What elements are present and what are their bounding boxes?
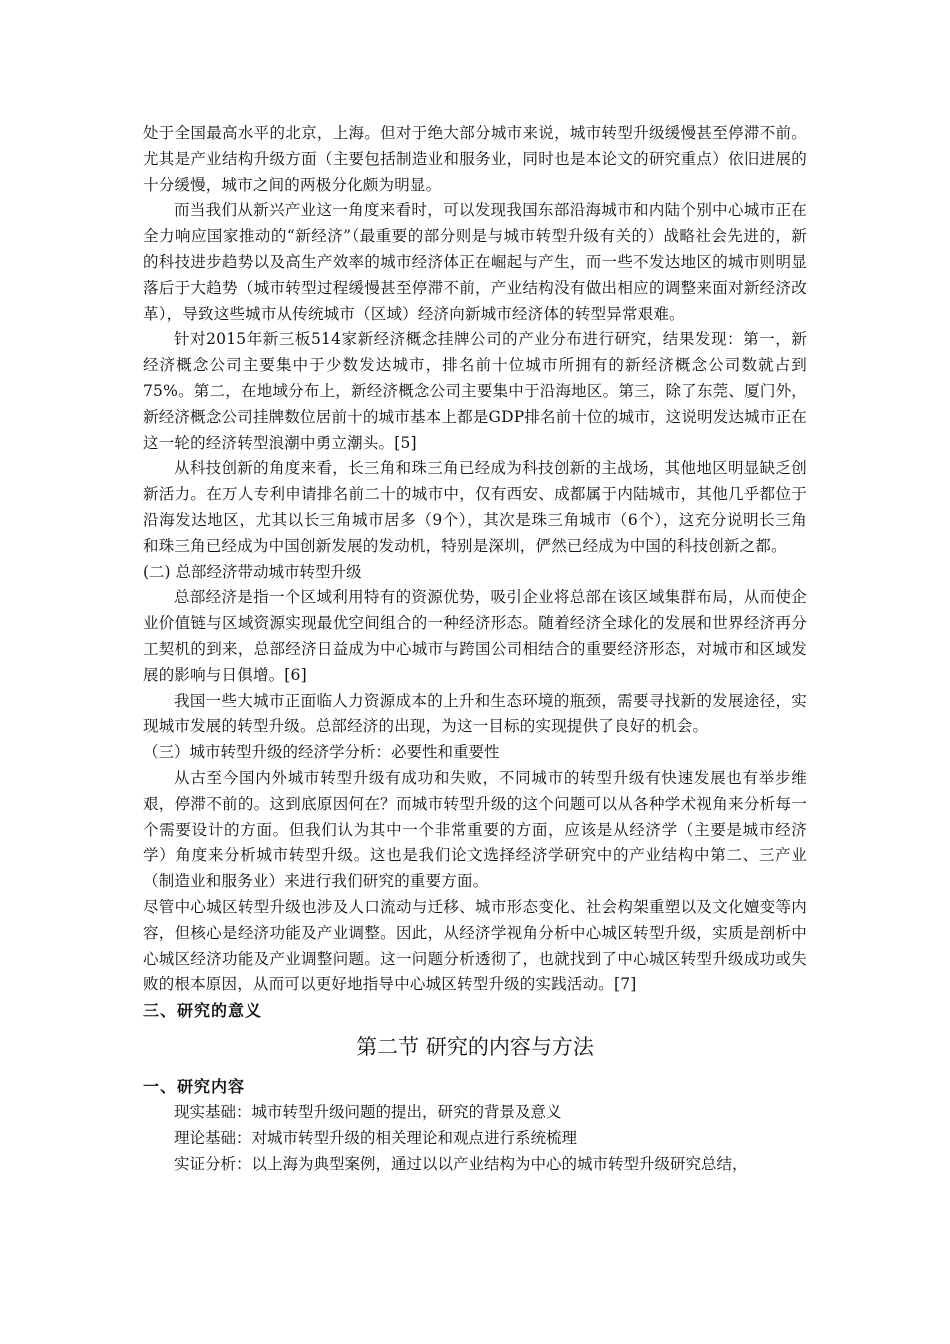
paragraph-central-district: 尽管中心城区转型升级也涉及人口流动与迁移、城市形态变化、社会构架重塑以及文化嬗变等内容，但核心是经济功能及产业调整。因此，从经济学视角分析中心城区转型升级，实质是剖析中心城区经济功能及产业调整问题。这一问题分析透彻了，也就找到了中心城区转型升级成功或失败的根本原因，从而可以更好地指导中心城区转型升级的实践活动。[7] — [143, 897, 807, 994]
paragraph-city-upgrade-status: 处于全国最高水平的北京，上海。但对于绝大部分城市来说，城市转型升级缓慢甚至停滞不前。尤其是产业结构升级方面（主要包括制造业和服务业，同时也是本论文的研究重点）依旧进展的十分缓慢，城市之间的两极分化颇为明显。 — [143, 124, 807, 194]
paragraph-new-third-board: 针对2015年新三板514家新经济概念挂牌公司的产业分布进行研究，结果发现：第一，新经济概念公司主要集中于少数发达城市，排名前十位城市所拥有的新经济概念公司数就占到75%。第二，在地域分布上，新经济概念公司主要集中于沿海地区。第三，除了东莞、厦门外，新经济概念公司挂牌数位居前十的城市基本上都是GDP排名前十位的城市，这说明发达城市正在这一轮的经济转型浪潮中勇立潮头。[5] — [143, 330, 807, 452]
heading-research-content: 一、研究内容 — [143, 1077, 246, 1097]
paragraph-big-cities: 我国一些大城市正面临人力资源成本的上升和生态环境的瓶颈，需要寻找新的发展途径，实现城市发展的转型升级。总部经济的出现，为这一目标的实现提供了良好的机会。 — [143, 691, 807, 736]
subheading-headquarters-economy: (二) 总部经济带动城市转型升级 — [143, 562, 362, 581]
paragraph-headquarters-definition: 总部经济是指一个区域利用特有的资源优势，吸引企业将总部在该区域集群布局，从而使企业价值链与区域资源实现最优空间组合的一种经济形态。随着经济全球化的发展和世界经济再分工契机的到来，总部经济日益成为中心城市与跨国公司相结合的重要经济形态，对城市和区域发展的影响与日俱增。[6] — [143, 588, 807, 684]
heading-research-significance: 三、研究的意义 — [143, 1001, 263, 1021]
list-item-theoretical-basis: 理论基础：对城市转型升级的相关理论和观点进行系统梳理 — [174, 1128, 578, 1147]
paragraph-tech-innovation: 从科技创新的角度来看，长三角和珠三角已经成为科技创新的主战场，其他地区明显缺乏创新活力。在万人专利申请排名前二十的城市中，仅有西安、成都属于内陆城市，其他几乎都位于沿海发达地区，尤其以长三角城市居多（9个），其次是珠三角城市（6个），这充分说明长三角和珠三角已经成为中国创新发展的发动机，特别是深圳，俨然已经成为中国的科技创新之都。 — [143, 459, 807, 555]
list-item-practical-basis: 现实基础：城市转型升级问题的提出，研究的背景及意义 — [174, 1103, 562, 1122]
paragraph-success-failure: 从古至今国内外城市转型升级有成功和失败，不同城市的转型升级有快速发展也有举步维艰，停滞不前的。这到底原因何在？而城市转型升级的这个问题可以从各种学术视角来分析每一个需要设计的方面。但我们认为其中一个非常重要的方面，应该是从经济学（主要是城市经济学）角度来分析城市转型升级。这也是我们论文选择经济学研究中的产业结构中第二、三产业（制造业和服务业）来进行我们研究的重要方面。 — [143, 768, 807, 891]
section-title: 第二节 研究的内容与方法 — [356, 1035, 594, 1060]
subheading-economic-analysis: （三）城市转型升级的经济学分析：必要性和重要性 — [143, 743, 500, 762]
paragraph-new-economy: 而当我们从新兴产业这一角度来看时，可以发现我国东部沿海城市和内陆个别中心城市正在全力响应国家推动的“新经济”（最重要的部分则是与城市转型升级有关的）战略社会先进的，新的科技进步趋势以及高生产效率的城市经济体正在崛起与产生，而一些不发达地区的城市则明显落后于大趋势（城市转型过程缓慢甚至停滞不前，产业结构没有做出相应的调整来面对新经济改革），导致这些城市从传统城市（区域）经济向新城市经济体的转型异常艰难。 — [143, 201, 807, 323]
document-page — [143, 121, 807, 1177]
list-item-empirical-analysis: 实证分析：以上海为典型案例，通过以以产业结构为中心的城市转型升级研究总结， — [174, 1154, 748, 1173]
